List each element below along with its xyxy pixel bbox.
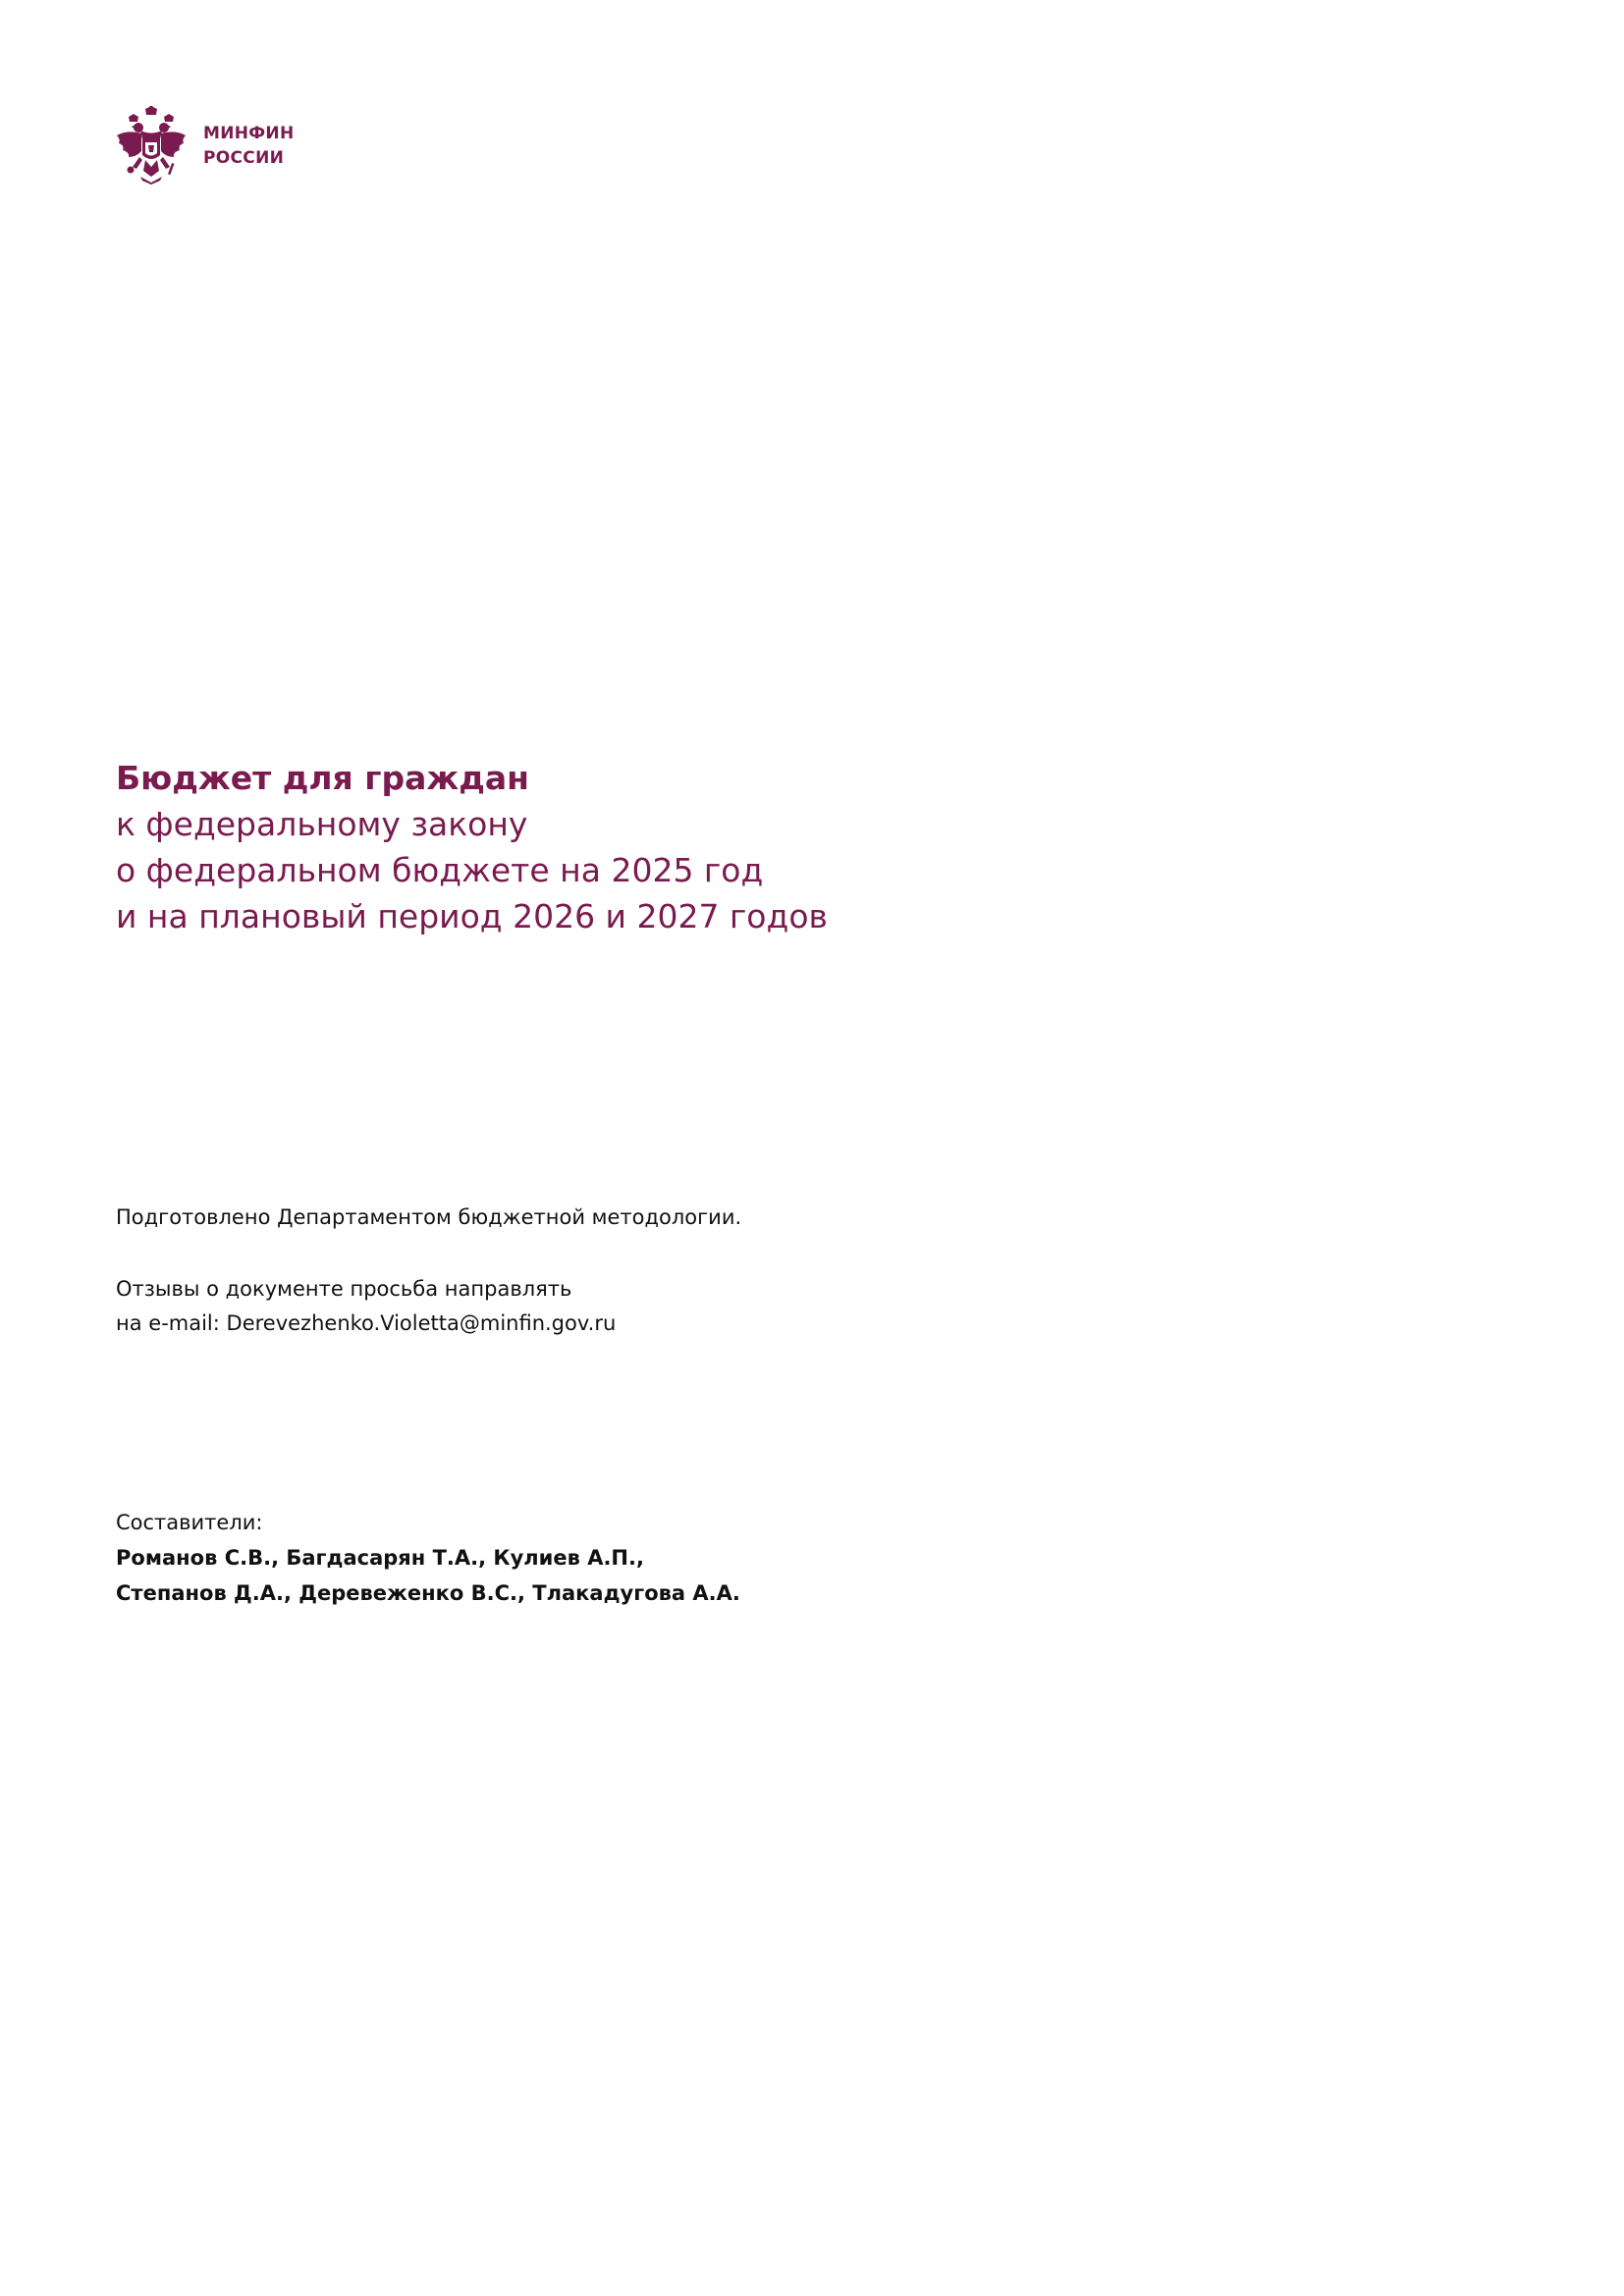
compilers-section [116, 1505, 740, 1611]
document-title-block [116, 756, 828, 939]
feedback-line-2 [116, 1307, 616, 1341]
document-subtitle-line-1: к федеральному закону [116, 805, 528, 843]
feedback-email: Derevezhenko.Violetta@minfin.gov.ru [226, 1311, 617, 1335]
compilers-names-line-2: Степанов Д.А., Деревеженко В.С., Тлакадугова А.А. [116, 1581, 740, 1605]
logo-wordmark [203, 122, 295, 171]
compilers-names-line-1: Романов С.В., Багдасарян Т.А., Кулиев А.П., [116, 1546, 644, 1570]
compilers-label: Составители: [116, 1511, 263, 1534]
feedback-note [116, 1272, 616, 1341]
document-subtitle-line-3: и на плановый период 2026 и 2027 годов [116, 897, 828, 935]
double-headed-eagle-emblem-icon [115, 106, 188, 185]
logo-line-2: РОССИИ [203, 148, 285, 168]
minfin-logo [115, 106, 295, 185]
feedback-line-1: Отзывы о документе просьба направлять [116, 1277, 572, 1301]
document-subtitle-line-2: о федеральном бюджете на 2025 год [116, 851, 764, 889]
prepared-by-note: Подготовлено Департаментом бюджетной методологии. [116, 1205, 742, 1229]
document-title: Бюджет для граждан [116, 759, 529, 797]
logo-line-1: МИНФИН [203, 124, 295, 143]
email-prefix: на e-mail: [116, 1311, 227, 1335]
